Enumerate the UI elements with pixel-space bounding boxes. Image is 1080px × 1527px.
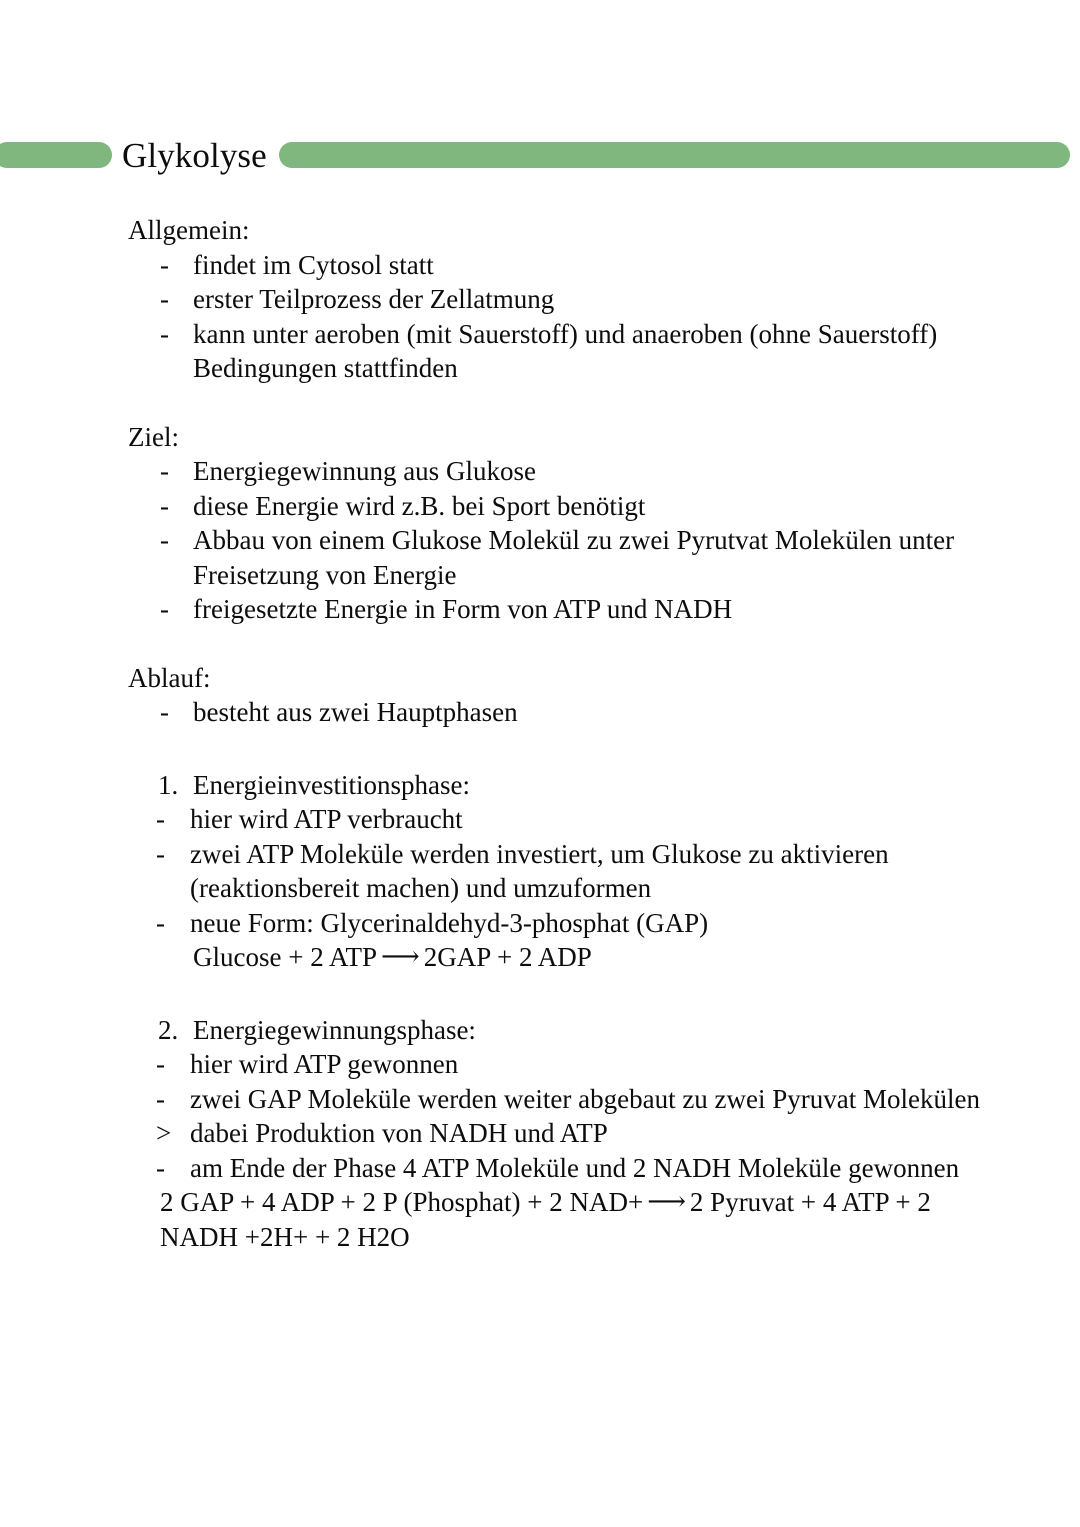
list-item	[128, 248, 988, 283]
equation-phase-one	[128, 940, 988, 975]
list-item	[128, 1047, 988, 1082]
section-heading: Ablauf:	[128, 662, 211, 693]
equation-phase-two	[128, 1185, 988, 1254]
equation-right: 2GAP + 2 ADP	[423, 942, 592, 972]
reaction-arrow-icon: ⟶	[380, 941, 420, 971]
bullet-marker: -	[160, 284, 169, 314]
list-item-text: besteht aus zwei Hauptphasen	[193, 697, 518, 727]
section-allgemein	[128, 213, 988, 386]
list-item-text: Energiegewinnung aus Glukose	[193, 456, 536, 486]
phase-heading-item	[128, 768, 988, 803]
list-item-text: diese Energie wird z.B. bei Sport benötigt	[193, 490, 646, 521]
bullet-marker: -	[160, 249, 169, 280]
number-marker: 2.	[158, 1014, 179, 1045]
list-item-text: hier wird ATP gewonnen	[190, 1049, 459, 1079]
list-item-text: zwei GAP Moleküle werden weiter abgebaut zu zwei Pyruvat Molekülen	[190, 1083, 981, 1114]
list-item	[128, 489, 988, 524]
bullet-marker: -	[160, 594, 169, 624]
list-item	[128, 906, 988, 941]
section-spacer	[128, 386, 988, 420]
list-item-text: erster Teilprozess der Zellatmung	[193, 284, 555, 314]
list-item	[128, 317, 988, 386]
document-header	[0, 128, 1080, 182]
bullet-marker: -	[160, 318, 169, 349]
document-body	[128, 213, 988, 1254]
equation-left: Glucose + 2 ATP	[193, 942, 377, 972]
header-accent-bar-right	[279, 142, 1070, 168]
numbered-list	[128, 1013, 988, 1186]
numbered-list	[128, 768, 988, 941]
bullet-marker: -	[156, 1152, 165, 1183]
list-item	[128, 695, 988, 730]
list-item-text: kann unter aeroben (mit Sauerstoff) und anaeroben (ohne Sauerstoff) Bedingungen stattfinden	[193, 318, 938, 383]
bullet-marker: -	[160, 490, 169, 521]
section-heading: Ziel:	[128, 421, 179, 452]
bullet-marker: >	[156, 1118, 172, 1148]
list-item	[128, 1151, 988, 1186]
bullet-marker: -	[156, 838, 165, 869]
list-item	[128, 1116, 988, 1151]
list-item-text: findet im Cytosol statt	[193, 249, 434, 280]
bullet-marker: -	[156, 804, 165, 834]
list-item	[128, 523, 988, 592]
section-spacer	[128, 627, 988, 661]
phase-heading-item	[128, 1013, 988, 1048]
list-item-text: dabei Produktion von NADH und ATP	[190, 1118, 608, 1148]
phase-heading-text: Energieinvestitionsphase:	[193, 769, 470, 800]
section-heading: Allgemein:	[128, 215, 250, 245]
bullet-marker: -	[160, 525, 169, 555]
phase-heading-text: Energiegewinnungsphase:	[193, 1014, 476, 1045]
list-item	[128, 454, 988, 489]
page-title: Glykolyse	[122, 135, 267, 175]
list-item	[128, 802, 988, 837]
list-item-text: Abbau von einem Glukose Molekül zu zwei Pyrutvat Molekülen unter Freisetzung von Energie	[193, 525, 955, 590]
list-item-text: hier wird ATP verbraucht	[190, 804, 463, 834]
section-phase-one	[128, 768, 988, 975]
section-spacer	[128, 730, 988, 768]
section-phase-two	[128, 1013, 988, 1255]
section-ablauf	[128, 661, 988, 730]
bullet-marker: -	[156, 1049, 165, 1079]
bullet-list	[128, 454, 988, 627]
list-item	[128, 1082, 988, 1117]
list-item	[128, 592, 988, 627]
list-item-text: freigesetzte Energie in Form von ATP und NADH	[193, 594, 733, 624]
list-item	[128, 282, 988, 317]
section-spacer	[128, 975, 988, 1013]
bullet-marker: -	[160, 697, 169, 727]
header-accent-bar-left	[0, 142, 112, 168]
list-item-text: zwei ATP Moleküle werden investiert, um Glukose zu aktivieren (reaktionsbereit machen) und umzuformen	[190, 838, 889, 903]
section-ziel	[128, 420, 988, 627]
bullet-marker: -	[160, 456, 169, 486]
equation-left: 2 GAP + 4 ADP + 2 P (Phosphat) + 2 NAD+	[160, 1187, 644, 1217]
bullet-marker: -	[156, 907, 165, 938]
list-item-text: am Ende der Phase 4 ATP Moleküle und 2 NADH Moleküle gewonnen	[190, 1152, 960, 1183]
list-item-text: neue Form: Glycerinaldehyd-3-phosphat (GAP)	[190, 907, 709, 938]
bullet-list	[128, 248, 988, 386]
bullet-list	[128, 695, 988, 730]
list-item	[128, 837, 988, 906]
equation-right: 2 Pyruvat + 4 ATP + 2 NADH +2H+ + 2 H2O	[160, 1187, 931, 1252]
number-marker: 1.	[158, 769, 179, 800]
bullet-marker: -	[156, 1083, 165, 1114]
reaction-arrow-icon: ⟶	[647, 1186, 686, 1216]
